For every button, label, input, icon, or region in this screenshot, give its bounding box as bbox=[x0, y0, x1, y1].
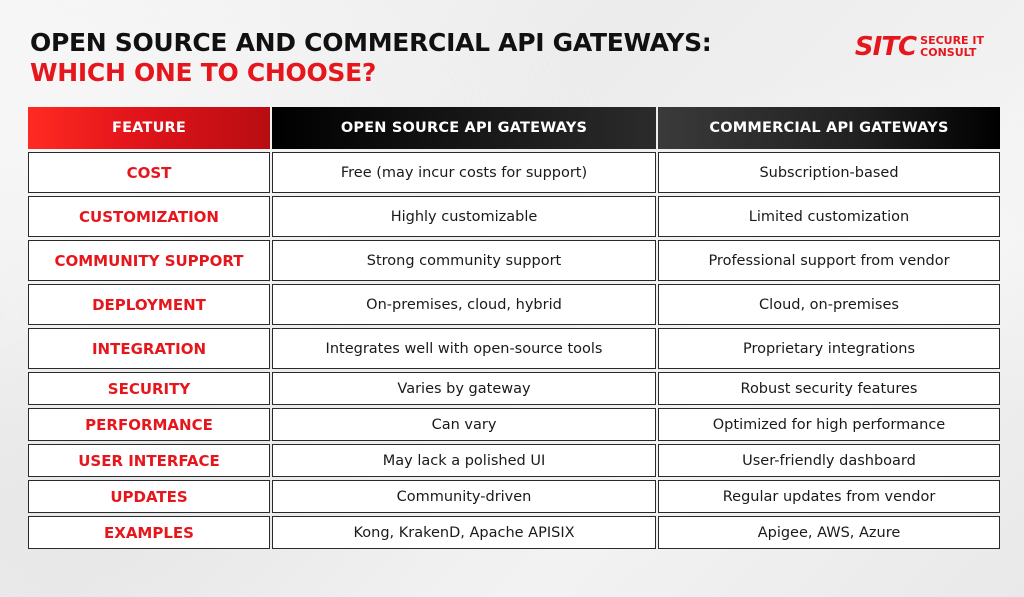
open-source-cell: Integrates well with open-source tools bbox=[272, 328, 656, 369]
logo-mark: SITC bbox=[854, 32, 917, 62]
open-source-cell: Kong, KrakenD, Apache APISIX bbox=[272, 516, 656, 549]
table-row bbox=[28, 408, 1000, 441]
table-row bbox=[28, 240, 1000, 281]
open-source-cell: Free (may incur costs for support) bbox=[272, 152, 656, 193]
logo-text bbox=[920, 35, 984, 59]
table-header-row bbox=[28, 107, 1000, 149]
table-row bbox=[28, 152, 1000, 193]
commercial-cell: Robust security features bbox=[658, 372, 1000, 405]
table-row bbox=[28, 444, 1000, 477]
header-feature: FEATURE bbox=[28, 107, 270, 149]
page-header bbox=[30, 28, 994, 92]
feature-cell: EXAMPLES bbox=[28, 516, 270, 549]
table-row bbox=[28, 196, 1000, 237]
open-source-cell: Community-driven bbox=[272, 480, 656, 513]
feature-cell: DEPLOYMENT bbox=[28, 284, 270, 325]
open-source-cell: Can vary bbox=[272, 408, 656, 441]
table-row bbox=[28, 284, 1000, 325]
feature-cell: INTEGRATION bbox=[28, 328, 270, 369]
commercial-cell: Proprietary integrations bbox=[658, 328, 1000, 369]
commercial-cell: Optimized for high performance bbox=[658, 408, 1000, 441]
feature-cell: COST bbox=[28, 152, 270, 193]
header-open-source: OPEN SOURCE API GATEWAYS bbox=[272, 107, 656, 149]
header-commercial: COMMERCIAL API GATEWAYS bbox=[658, 107, 1000, 149]
feature-cell: COMMUNITY SUPPORT bbox=[28, 240, 270, 281]
feature-cell: PERFORMANCE bbox=[28, 408, 270, 441]
open-source-cell: On-premises, cloud, hybrid bbox=[272, 284, 656, 325]
commercial-cell: Regular updates from vendor bbox=[658, 480, 1000, 513]
open-source-cell: Highly customizable bbox=[272, 196, 656, 237]
table-row bbox=[28, 372, 1000, 405]
page-title-line-1: OPEN SOURCE AND COMMERCIAL API GATEWAYS: bbox=[30, 28, 712, 57]
commercial-cell: Cloud, on-premises bbox=[658, 284, 1000, 325]
feature-cell: SECURITY bbox=[28, 372, 270, 405]
commercial-cell: Apigee, AWS, Azure bbox=[658, 516, 1000, 549]
commercial-cell: Limited customization bbox=[658, 196, 1000, 237]
page-title-line-2: WHICH ONE TO CHOOSE? bbox=[30, 58, 377, 87]
brand-logo bbox=[855, 32, 984, 62]
table-row bbox=[28, 480, 1000, 513]
open-source-cell: Strong community support bbox=[272, 240, 656, 281]
open-source-cell: Varies by gateway bbox=[272, 372, 656, 405]
logo-text-line-2: CONSULT bbox=[920, 46, 977, 59]
feature-cell: CUSTOMIZATION bbox=[28, 196, 270, 237]
table-row bbox=[28, 516, 1000, 549]
commercial-cell: Subscription-based bbox=[658, 152, 1000, 193]
feature-cell: USER INTERFACE bbox=[28, 444, 270, 477]
open-source-cell: May lack a polished UI bbox=[272, 444, 656, 477]
logo-text-line-1: SECURE IT bbox=[920, 34, 984, 47]
feature-cell: UPDATES bbox=[28, 480, 270, 513]
comparison-table bbox=[26, 104, 1002, 552]
table-row bbox=[28, 328, 1000, 369]
commercial-cell: User-friendly dashboard bbox=[658, 444, 1000, 477]
commercial-cell: Professional support from vendor bbox=[658, 240, 1000, 281]
